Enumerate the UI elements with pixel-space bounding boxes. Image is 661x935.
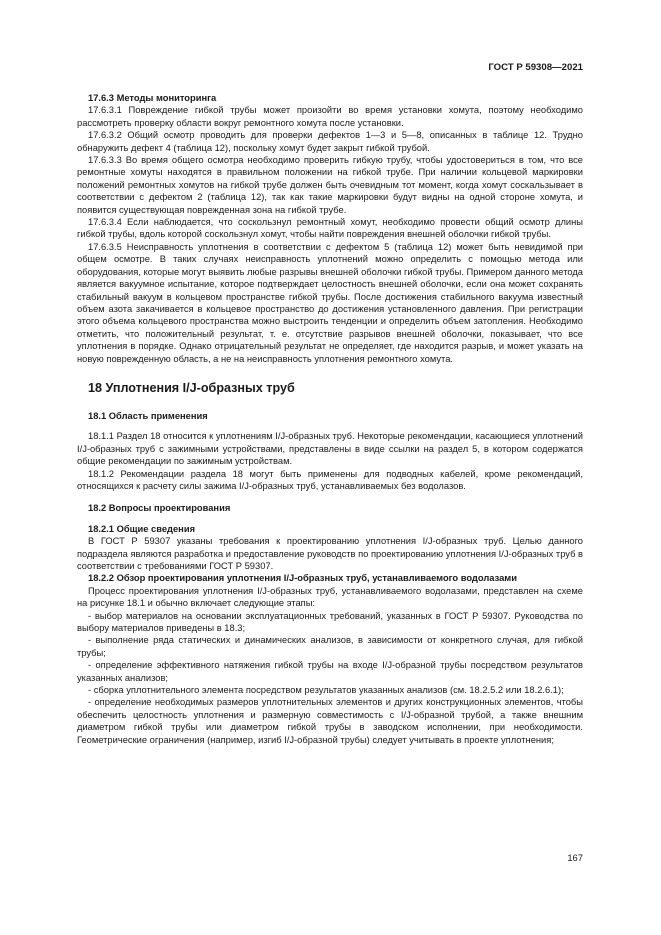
section-18-2-title: 18.2 Вопросы проектирования: [88, 503, 231, 514]
section-18-1-title: 18.1 Область применения: [88, 410, 208, 421]
section-18-title: 18 Уплотнения I/J-образных труб: [88, 380, 295, 395]
list-item: - определение необходимых размеров уплотнительных элементов и других конструкционных элементов, чтобы обеспечить целостность уплотнения и размерную совместимость с I/J-образной трубой, а также внешним диаметром гибкой трубы или диаметром гибкой трубы в заводском исполнении, при необходимости. Геометрические ограничения (например, изгиб I/J-образной трубы) следует учитывать в проекте уплотнения;: [77, 697, 583, 745]
list-item: - определение эффективного натяжения гибкой трубы на входе I/J-образной трубы посредством результатов указанных анализов;: [77, 660, 583, 683]
paragraph-18-1-1: 18.1.1 Раздел 18 относится к уплотнениям I/J-образных труб. Некоторые рекомендации, касающиеся уплотнений I/J-образных труб с зажимными устройствами, представлены в виде ссылки на раздел 5, в котором содержатся общие рекомендации по зажимным устройствам.: [77, 431, 583, 467]
paragraph-17-6-3-2: 17.6.3.2 Общий осмотр проводить для проверки дефектов 1—3 и 5—8, описанных в таблице 12. Трудно обнаружить дефект 4 (таблица 12), поскольку хомут будет закрыт гибкой трубой.: [77, 130, 583, 153]
section-17-6-3-title: 17.6.3 Методы мониторинга: [88, 93, 217, 103]
page-content: [77, 92, 583, 746]
section-18-2-1-title: 18.2.1 Общие сведения: [88, 523, 196, 534]
page-number: 167: [567, 852, 583, 863]
list-item: - выполнение ряда статических и динамических анализов, в зависимости от конкретного случая, для гибкой трубы;: [77, 635, 583, 658]
paragraph-18-2-1: В ГОСТ Р 59307 указаны требования к проектированию уплотнения I/J-образных труб. Целью данного подраздела являются разработка и предоставление руководств по проектированию уплотнения I/J-образных труб в соответствии с требованиями ГОСТ Р 59307.: [77, 536, 583, 571]
list-item: - выбор материалов на основании эксплуатационных требований, указанных в ГОСТ Р 59307. Руководства по выбору материалов приведены в 18.3;: [77, 610, 583, 634]
paragraph-17-6-3-1: 17.6.3.1 Повреждение гибкой трубы может произойти во время установки хомута, поэтому необходимо рассмотреть проверку области вокруг ремонтного хомута после установки.: [77, 105, 583, 128]
standard-header: ГОСТ Р 59308—2021: [488, 62, 583, 73]
list-item: - сборка уплотнительного элемента посредством результатов указанных анализов (см. 18.2.5.2 или 18.2.6.1);: [88, 685, 564, 696]
paragraph-17-6-3-4: 17.6.3.4 Если наблюдается, что соскользнул ремонтный хомут, необходимо провести общий осмотр длины гибкой трубы, вдоль которой соскользнул хомут, чтобы найти повреждения внешней оболочки гибкой трубы.: [77, 217, 583, 240]
paragraph-17-6-3-5: 17.6.3.5 Неисправность уплотнения в соответствии с дефектом 5 (таблица 12) может быть невидимой при общем осмотре. В таких случаях неисправность уплотнений можно определить с помощью метода или оборудования, которые могут выявить любые разрывы внешней оболочки гибкой трубы. Примером данного метода является вакуумное испытание, которое подтверждает целостность внешней оболочки, если она может сохранять стабильный вакуум в кольцевом пространстве гибкой трубы. После достижения стабильного вакуума известный объем азота закачивается в кольцевое пространство до достижения установленного давления. При регистрации этого объема кольцевого пространства можно выстроить тенденции и определить объем затопления. Необходимо отметить, что положительный результат, т. е. отсутствие разрывов внешней оболочки, показывает, что все уплотнения в порядке. Однако отрицательный результат не определяет, где находится разрыв, и может указать на новую поврежденную область, а не на неисправность уплотнения ремонтного хомута.: [77, 241, 584, 364]
section-18-2-2-title: 18.2.2 Обзор проектирования уплотнения I/J-образных труб, устанавливаемого водолазами: [88, 573, 517, 584]
paragraph-18-2-2: Процесс проектирования уплотнения I/J-образных труб, устанавливаемого водолазами, представлен на схеме на рисунке 18.1 и обычно включает следующие этапы:: [77, 585, 583, 609]
paragraph-17-6-3-3: 17.6.3.3 Во время общего осмотра необходимо проверить гибкую трубу, чтобы удостовериться в том, что все ремонтные хомуты находятся в правильном положении на гибкой трубе. При наличии кольцевой маркировки положений ремонтных хомутов на гибкой трубе должен быть очевидным тот момент, когда хомут соскальзывает в соответствии с дефектом 2 (таблица 12), так как такие маркировки будут видны на одной стороне хомута, и появится существующая поврежденная зона на гибкой трубе.: [77, 155, 583, 215]
paragraph-18-1-2: 18.1.2 Рекомендации раздела 18 могут быть применены для подводных кабелей, кроме рекомендаций, относящихся к расчету силы зажима I/J-образных труб, устанавливаемых без водолазов.: [77, 468, 583, 491]
